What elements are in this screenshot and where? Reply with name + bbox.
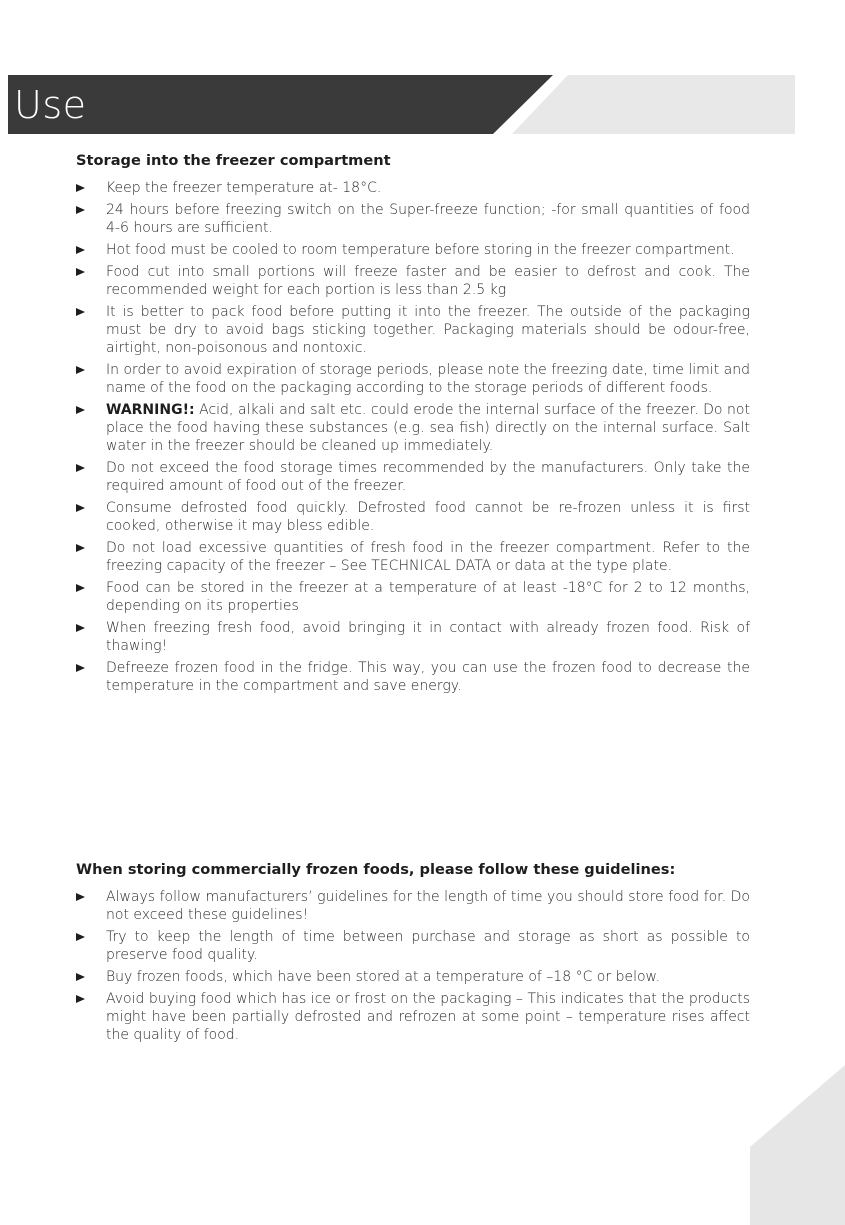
- list-item: [76, 928, 750, 964]
- list-item-text: Food can be stored in the freezer at a temperature of at least -18°C for 2 to 12 months, depending on its properties: [106, 580, 750, 614]
- bullet-triangle-icon: [76, 184, 85, 192]
- list-item-text: Keep the freezer temperature at- 18°C.: [106, 180, 382, 196]
- list-item-text: When freezing fresh food, avoid bringing it in contact with already frozen food. Risk of thawing!: [106, 620, 750, 654]
- list-item: [76, 888, 750, 924]
- commercial-list: [76, 888, 750, 1044]
- bullet-triangle-icon: [76, 268, 85, 276]
- list-item: [76, 619, 750, 655]
- list-item: [76, 263, 750, 299]
- page-header: [8, 75, 795, 134]
- list-item-text: In order to avoid expiration of storage periods, please note the freezing date, time limit and name of the food on the packaging according to the storage periods of different foods.: [106, 362, 750, 396]
- list-item: [76, 968, 750, 986]
- bullet-triangle-icon: [76, 246, 85, 254]
- bullet-triangle-icon: [76, 504, 85, 512]
- list-item-text: Buy frozen foods, which have been stored at a temperature of –18 °C or below.: [106, 969, 661, 985]
- list-item: [76, 361, 750, 397]
- list-item-text: Defreeze frozen food in the fridge. This way, you can use the frozen food to decrease the temperature in the compartment and save energy.: [106, 660, 750, 694]
- list-item: [76, 579, 750, 615]
- list-item-text: Acid, alkali and salt etc. could erode the internal surface of the freezer. Do not place the food having these substances (e.g. sea fish) directly on the internal surface. Salt water in the freezer should be cleaned up immediately.: [106, 402, 750, 454]
- list-item-text: 24 hours before freezing switch on the Super-freeze function; -for small quantities of food 4-6 hours are sufficient.: [106, 202, 750, 236]
- bullet-triangle-icon: [76, 366, 85, 374]
- list-item: [76, 179, 750, 197]
- list-item-text: Always follow manufacturers’ guidelines for the length of time you should store food for. Do not exceed these guidelines!: [106, 889, 750, 923]
- bullet-triangle-icon: [76, 995, 85, 1003]
- bullet-triangle-icon: [76, 544, 85, 552]
- list-item: [76, 201, 750, 237]
- list-item: [76, 241, 750, 259]
- storage-section: [76, 150, 750, 699]
- list-item: [76, 459, 750, 495]
- bullet-triangle-icon: [76, 406, 85, 414]
- list-item-text: Food cut into small portions will freeze faster and be easier to defrost and cook. The recommended weight for each portion is less than 2.5 kg: [106, 264, 750, 298]
- corner-tab: [750, 1065, 845, 1225]
- list-item-text: It is better to pack food before putting it into the freezer. The outside of the packaging must be dry to avoid bags sticking together. Packaging materials should be odour-free, airtight, non-poisonous and nontoxic.: [106, 304, 750, 356]
- bullet-triangle-icon: [76, 308, 85, 316]
- storage-heading: Storage into the freezer compartment: [76, 152, 391, 169]
- bullet-triangle-icon: [76, 893, 85, 901]
- bullet-triangle-icon: [76, 584, 85, 592]
- list-item-text: Try to keep the length of time between purchase and storage as short as possible to preserve food quality.: [106, 929, 750, 963]
- list-item: [76, 659, 750, 695]
- header-banner-shape: [8, 75, 795, 134]
- storage-list: [76, 179, 750, 695]
- list-item: [76, 990, 750, 1044]
- list-item: [76, 401, 750, 455]
- bullet-triangle-icon: [76, 464, 85, 472]
- bullet-triangle-icon: [76, 206, 85, 214]
- list-item: [76, 539, 750, 575]
- list-item-text: Hot food must be cooled to room temperature before storing in the freezer compartment.: [106, 242, 735, 258]
- list-item: [76, 499, 750, 535]
- list-item-text: Consume defrosted food quickly. Defrosted food cannot be re-frozen unless it is first cooked, otherwise it may bless edible.: [106, 500, 750, 534]
- commercial-heading: When storing commercially frozen foods, please follow these guidelines:: [76, 861, 676, 878]
- list-item-text: Do not load excessive quantities of fresh food in the freezer compartment. Refer to the freezing capacity of the freezer – See TECHNICAL DATA or data at the type plate.: [106, 540, 750, 574]
- commercial-section: [76, 859, 750, 1048]
- list-item-text: Avoid buying food which has ice or frost on the packaging – This indicates that the products might have been partially defrosted and refrozen at some point – temperature rises affect the quality of food.: [106, 991, 750, 1043]
- list-item: [76, 303, 750, 357]
- bullet-triangle-icon: [76, 624, 85, 632]
- list-item-text: Do not exceed the food storage times recommended by the manufacturers. Only take the required amount of food out of the freezer.: [106, 460, 750, 494]
- page-title: Use: [14, 83, 87, 127]
- bullet-triangle-icon: [76, 973, 85, 981]
- bullet-triangle-icon: [76, 933, 85, 941]
- bullet-triangle-icon: [76, 664, 85, 672]
- warning-label: WARNING!:: [106, 402, 195, 418]
